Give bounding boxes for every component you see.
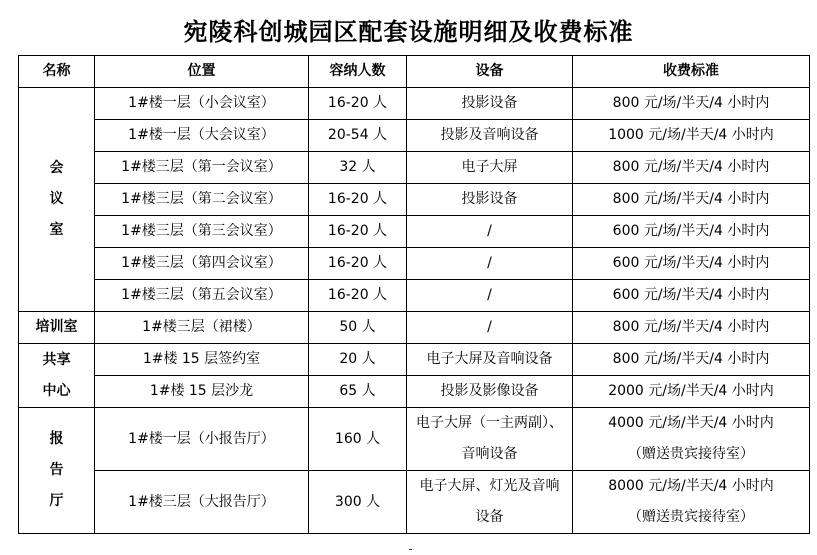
facility-fee-table (18, 55, 810, 534)
cell-fee: 600 元/场/半天/4 小时内 (573, 280, 810, 312)
table-row (19, 152, 810, 184)
cell-capacity: 160 人 (309, 408, 407, 471)
table-row (19, 248, 810, 280)
cell-location: 1#楼三层（第四会议室） (95, 248, 309, 280)
cell-equipment: 投影设备 (407, 184, 573, 216)
cell-capacity: 65 人 (309, 376, 407, 408)
cell-fee: 4000 元/场/半天/4 小时内 （赠送贵宾接待室） (573, 408, 810, 471)
cell-fee: 800 元/场/半天/4 小时内 (573, 312, 810, 344)
cell-location: 1#楼一层（大会议室） (95, 120, 309, 152)
cell-location: 1#楼三层（第五会议室） (95, 280, 309, 312)
cell-location: 1#楼三层（第二会议室） (95, 184, 309, 216)
page-title: 宛陵科创城园区配套设施明细及收费标准 (183, 17, 634, 46)
category-shared-center: 共享 中心 (19, 344, 95, 408)
cell-fee: 800 元/场/半天/4 小时内 (573, 152, 810, 184)
cell-location: 1#楼三层（第三会议室） (95, 216, 309, 248)
table-row (19, 88, 810, 120)
table-row (19, 376, 810, 408)
cell-equipment: 电子大屏及音响设备 (407, 344, 573, 376)
cell-fee: 600 元/场/半天/4 小时内 (573, 248, 810, 280)
cell-equipment: 电子大屏、灯光及音响 设备 (407, 471, 573, 534)
cell-fee: 600 元/场/半天/4 小时内 (573, 216, 810, 248)
cell-fee: 2000 元/场/半天/4 小时内 (573, 376, 810, 408)
cell-location: 1#楼 15 层沙龙 (95, 376, 309, 408)
table-row (19, 408, 810, 471)
category-report-hall: 报 告 厅 (19, 408, 95, 534)
cell-equipment: / (407, 248, 573, 280)
category-training-room: 培训室 (19, 312, 95, 344)
table-row (19, 184, 810, 216)
cell-location: 1#楼三层（裙楼） (95, 312, 309, 344)
stray-mark (409, 549, 412, 550)
cell-location: 1#楼三层（第一会议室） (95, 152, 309, 184)
category-meeting-room: 会 议 室 (19, 88, 95, 312)
cell-capacity: 50 人 (309, 312, 407, 344)
table-row (19, 471, 810, 534)
table-row (19, 120, 810, 152)
header-equipment: 设备 (407, 56, 573, 88)
cell-equipment: 投影设备 (407, 88, 573, 120)
table-row (19, 280, 810, 312)
cell-capacity: 16-20 人 (309, 280, 407, 312)
header-location: 位置 (95, 56, 309, 88)
cell-equipment: / (407, 216, 573, 248)
cell-capacity: 16-20 人 (309, 248, 407, 280)
header-row (19, 56, 810, 88)
cell-capacity: 16-20 人 (309, 88, 407, 120)
cell-fee: 1000 元/场/半天/4 小时内 (573, 120, 810, 152)
cell-capacity: 32 人 (309, 152, 407, 184)
cell-fee: 800 元/场/半天/4 小时内 (573, 88, 810, 120)
cell-capacity: 16-20 人 (309, 216, 407, 248)
table-row (19, 216, 810, 248)
cell-equipment: 投影及影像设备 (407, 376, 573, 408)
cell-capacity: 16-20 人 (309, 184, 407, 216)
cell-equipment: 投影及音响设备 (407, 120, 573, 152)
cell-capacity: 300 人 (309, 471, 407, 534)
cell-location: 1#楼 15 层签约室 (95, 344, 309, 376)
cell-equipment: 电子大屏 (407, 152, 573, 184)
header-capacity: 容纳人数 (309, 56, 407, 88)
cell-capacity: 20 人 (309, 344, 407, 376)
cell-equipment: / (407, 312, 573, 344)
cell-location: 1#楼三层（大报告厅） (95, 471, 309, 534)
cell-location: 1#楼一层（小会议室） (95, 88, 309, 120)
cell-fee: 800 元/场/半天/4 小时内 (573, 184, 810, 216)
cell-equipment: / (407, 280, 573, 312)
cell-equipment: 电子大屏（一主两副）、 音响设备 (407, 408, 573, 471)
cell-capacity: 20-54 人 (309, 120, 407, 152)
table-row (19, 344, 810, 376)
table-row (19, 312, 810, 344)
cell-location: 1#楼一层（小报告厅） (95, 408, 309, 471)
header-name: 名称 (19, 56, 95, 88)
header-fee: 收费标准 (573, 56, 810, 88)
cell-fee: 800 元/场/半天/4 小时内 (573, 344, 810, 376)
cell-fee: 8000 元/场/半天/4 小时内 （赠送贵宾接待室） (573, 471, 810, 534)
